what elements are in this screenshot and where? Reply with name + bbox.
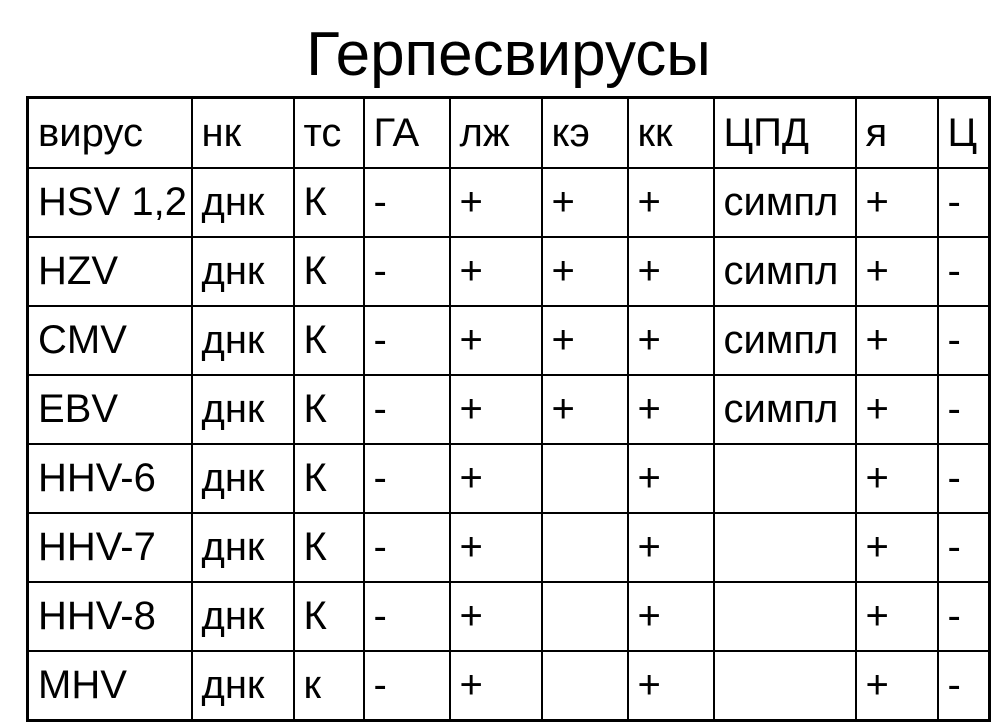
cell-ya: + [856,582,938,651]
table-row [28,444,990,513]
column-header-cpd: ЦПД [714,98,856,168]
cell-ga: - [364,444,450,513]
cell-ya: + [856,651,938,721]
cell-nk: днк [192,513,294,582]
table-row [28,168,990,237]
cell-ya: + [856,513,938,582]
cell-ts: к [294,651,364,721]
column-header-c: Ц [938,98,990,168]
cell-ts: К [294,237,364,306]
cell-ya: + [856,375,938,444]
cell-ga: - [364,651,450,721]
column-header-kk: кк [628,98,714,168]
cell-virus: HHV-8 [28,582,192,651]
cell-kk: + [628,168,714,237]
cell-cpd [714,582,856,651]
cell-c: - [938,375,990,444]
cell-nk: днк [192,237,294,306]
cell-ts: К [294,306,364,375]
column-header-ts: тс [294,98,364,168]
cell-nk: днк [192,651,294,721]
cell-lzh: + [450,375,542,444]
cell-nk: днк [192,168,294,237]
column-header-nk: нк [192,98,294,168]
cell-lzh: + [450,582,542,651]
cell-kk: + [628,375,714,444]
cell-c: - [938,306,990,375]
cell-virus: HZV [28,237,192,306]
cell-ts: К [294,168,364,237]
column-header-ke: кэ [542,98,628,168]
cell-ke: + [542,306,628,375]
cell-ya: + [856,237,938,306]
cell-ke [542,582,628,651]
cell-ke: + [542,375,628,444]
cell-cpd [714,651,856,721]
cell-nk: днк [192,375,294,444]
cell-cpd: симпл [714,237,856,306]
table-row [28,651,990,721]
cell-ts: К [294,513,364,582]
cell-cpd: симпл [714,375,856,444]
cell-c: - [938,168,990,237]
cell-kk: + [628,444,714,513]
table-row [28,582,990,651]
cell-nk: днк [192,306,294,375]
cell-kk: + [628,651,714,721]
slide-title: Герпесвирусы [306,20,711,89]
cell-ga: - [364,306,450,375]
cell-ke [542,513,628,582]
cell-lzh: + [450,513,542,582]
cell-ya: + [856,168,938,237]
cell-virus: HSV 1,2 [28,168,192,237]
cell-cpd: симпл [714,306,856,375]
cell-c: - [938,582,990,651]
cell-ya: + [856,306,938,375]
cell-nk: днк [192,444,294,513]
cell-lzh: + [450,651,542,721]
cell-cpd [714,444,856,513]
cell-virus: CMV [28,306,192,375]
cell-virus: HHV-7 [28,513,192,582]
cell-virus: MHV [28,651,192,721]
column-header-ga: ГА [364,98,450,168]
cell-c: - [938,651,990,721]
cell-ya: + [856,444,938,513]
herpesvirus-table [26,96,991,722]
cell-cpd: симпл [714,168,856,237]
cell-lzh: + [450,306,542,375]
cell-ts: К [294,582,364,651]
column-header-ya: я [856,98,938,168]
cell-virus: HHV-6 [28,444,192,513]
cell-ga: - [364,237,450,306]
cell-ke: + [542,237,628,306]
cell-lzh: + [450,168,542,237]
cell-kk: + [628,582,714,651]
cell-cpd [714,513,856,582]
table-row [28,306,990,375]
cell-ke: + [542,168,628,237]
cell-ga: - [364,582,450,651]
cell-virus: EBV [28,375,192,444]
cell-ts: К [294,444,364,513]
table-row [28,375,990,444]
cell-ga: - [364,168,450,237]
table-header [28,98,990,168]
cell-ke [542,444,628,513]
cell-kk: + [628,306,714,375]
cell-nk: днк [192,582,294,651]
table-header-row [28,98,990,168]
cell-ga: - [364,375,450,444]
cell-kk: + [628,237,714,306]
cell-c: - [938,444,990,513]
cell-ga: - [364,513,450,582]
cell-ke [542,651,628,721]
table-row [28,513,990,582]
column-header-virus: вирус [28,98,192,168]
cell-kk: + [628,513,714,582]
table-row [28,237,990,306]
cell-lzh: + [450,237,542,306]
cell-lzh: + [450,444,542,513]
table-body [28,168,990,721]
column-header-lzh: лж [450,98,542,168]
cell-c: - [938,237,990,306]
cell-c: - [938,513,990,582]
cell-ts: К [294,375,364,444]
